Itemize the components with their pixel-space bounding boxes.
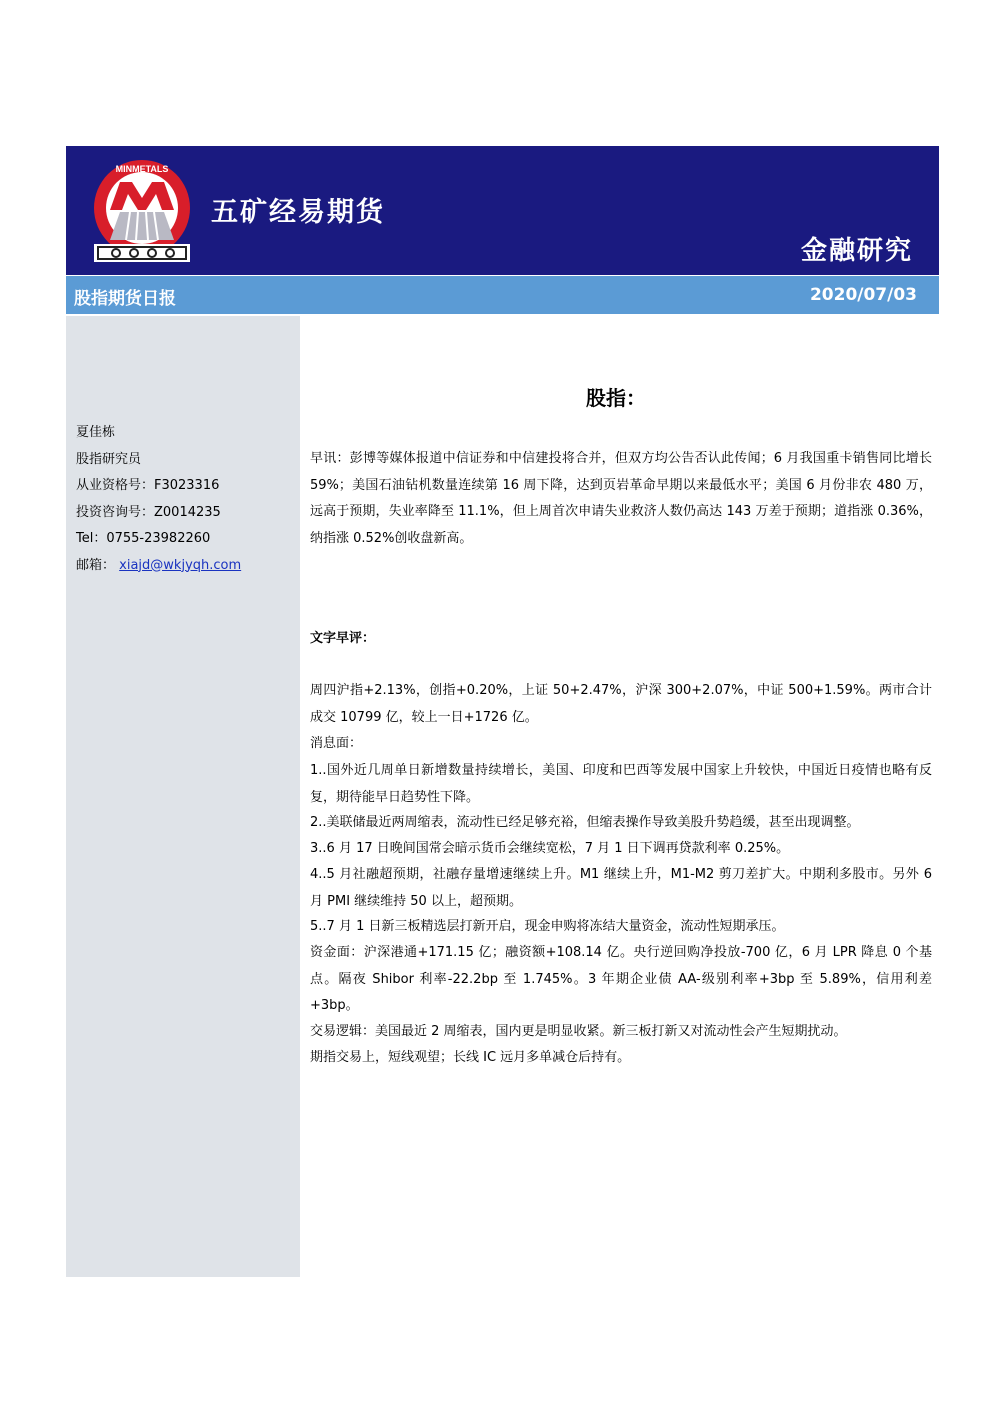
news-heading: 消息面：	[310, 736, 363, 751]
news-item: 1..国外近几周单日新增数量持续增长，美国、印度和巴西等发展中国家上升较快，中国近日疫情也略有反复，期待能早日趋势性下降。	[310, 763, 932, 805]
funding-section: 资金面：沪深港通+171.15 亿；融资额+108.14 亿。央行逆回购净投放-700 亿，6 月 LPR 降息 0 个基点。隔夜 Shibor 利率-22.2bp 至 1.745%。3 年期企业债 AA-级别利率+3bp 至 5.89%，信用利差+3bp。	[310, 945, 932, 1013]
section-name: 金融研究	[800, 236, 913, 266]
news-item: 5..7 月 1 日新三板精选层打新开启，现金申购将冻结大量资金，流动性短期承压。	[310, 919, 785, 934]
trading-strategy: 期指交易上，短线观望；长线 IC 远月多单减仓后持有。	[310, 1050, 631, 1065]
author-name: 夏佳栋	[76, 425, 116, 440]
email-label: 邮箱：	[76, 557, 116, 573]
news-item: 4..5 月社融超预期，社融存量增速继续上升。M1 继续上升，M1-M2 剪刀差扩大。中期利多股市。另外 6 月 PMI 继续维持 50 以上，超预期。	[310, 867, 932, 909]
logo-text: MINMETALS	[115, 164, 169, 174]
market-summary: 周四沪指+2.13%，创指+0.20%，上证 50+2.47%，沪深 300+2.07%，中证 500+1.59%。两市合计成交 10799 亿，较上一日+1726 亿。	[310, 683, 932, 725]
email-link[interactable]: xiajd@wkjyqh.com	[119, 557, 242, 573]
company-name: 五矿经易期货	[211, 197, 385, 228]
news-item: 2..美联储最近两周缩表，流动性已经足够充裕，但缩表操作导致美股升势趋缓，甚至出现调整。	[310, 815, 860, 830]
author-license: 从业资格号：F3023316	[76, 478, 220, 493]
report-subbar	[66, 276, 939, 314]
author-email-row	[76, 553, 241, 580]
main-title: 股指：	[586, 386, 646, 410]
author-info	[76, 420, 241, 579]
report-date: 2020/07/03	[809, 285, 917, 305]
trading-logic: 交易逻辑：美国最近 2 周缩表，国内更是明显收紧。新三板打新又对流动性会产生短期扰动。	[310, 1024, 847, 1039]
author-sidebar	[66, 316, 300, 1277]
author-title: 股指研究员	[76, 451, 142, 467]
report-type: 股指期货日报	[74, 289, 176, 309]
author-consult: 投资咨询号：Z0014235	[76, 504, 221, 520]
news-item: 3..6 月 17 日晚间国常会暗示货币会继续宽松，7 月 1 日下调再贷款利率 0.25%。	[310, 841, 790, 856]
review-heading: 文字早评：	[310, 631, 376, 646]
report-header	[66, 146, 939, 275]
morning-news: 早讯：彭博等媒体报道中信证券和中信建投将合并，但双方均公告否认此传闻；6 月我国重卡销售同比增长 59%；美国石油钻机数量连续第 16 周下降，达到页岩革命早期以来最低水平；美国 6 月份非农 480 万，远高于预期，失业率降至 11.1%，但上周首次申请失业救济人数仍高达 143 万差于预期；道指涨 0.36%，纳指涨 0.52%创收盘新高。	[310, 451, 932, 546]
minmetals-logo	[90, 158, 194, 266]
author-tel: Tel：0755-23982260	[76, 531, 211, 546]
